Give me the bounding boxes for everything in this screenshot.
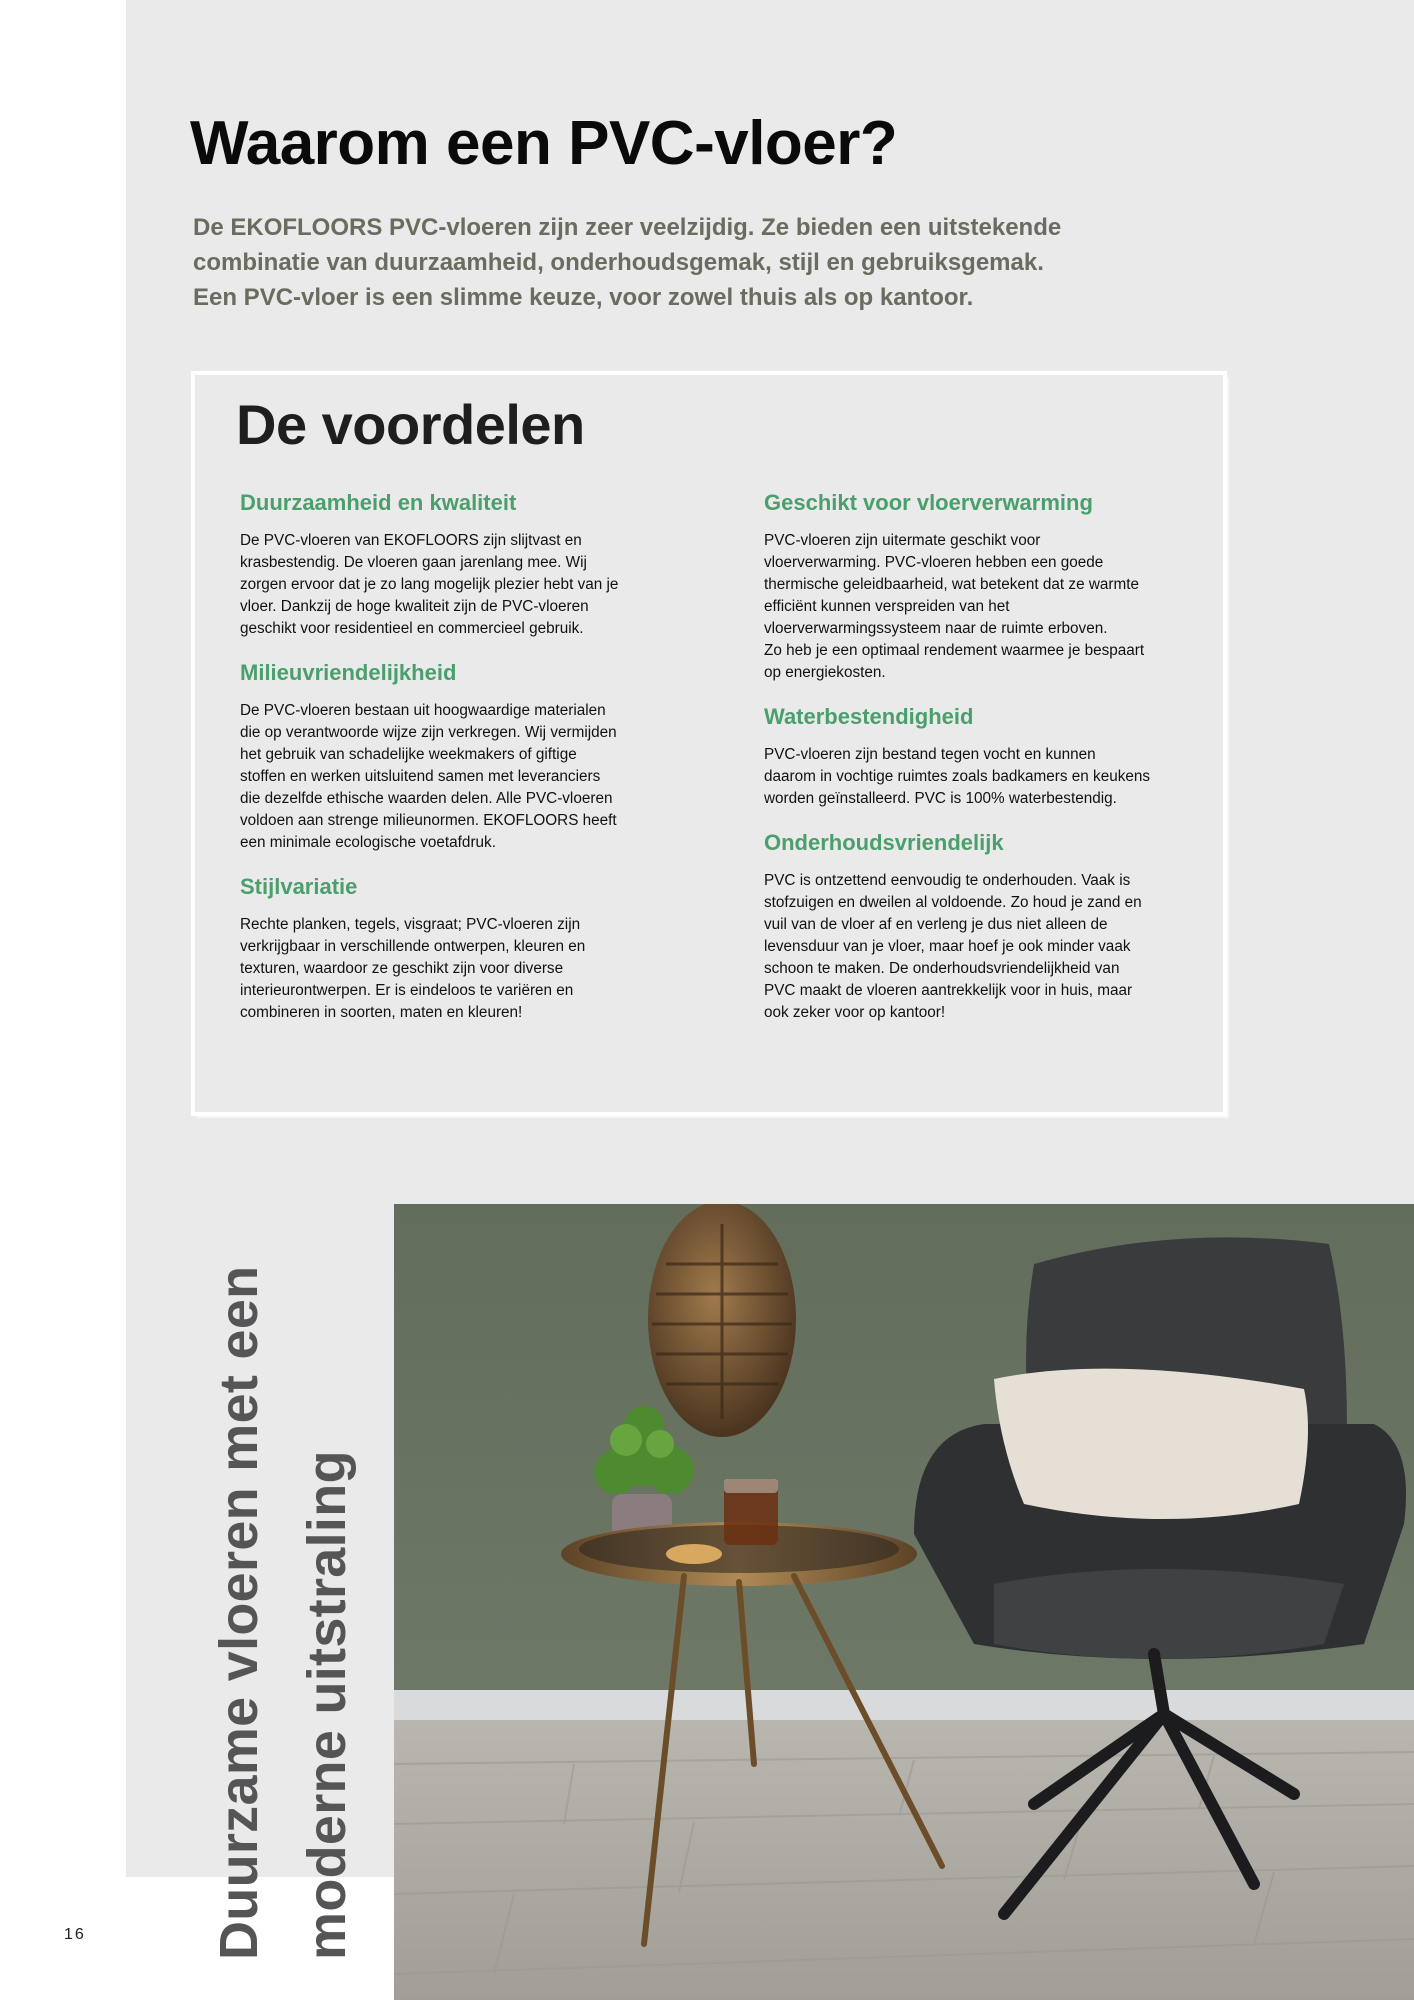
benefits-title: De voordelen [236, 393, 585, 456]
slogan-vertical [195, 1266, 371, 1960]
cushion [994, 1369, 1308, 1519]
intro-line: combinatie van duurzaamheid, onderhoudsgemak, stijl en gebruiksgemak. [193, 249, 1044, 276]
benefit-text: Rechte planken, tegels, visgraat; PVC-vloeren zijn verkrijgbaar in verschillende ontwerpen, kleuren en texturen, waardoor ze geschikt zijn voor diverse interieurontwerpen. Er is eindeloos te variëren en combineren in soorten, maten en kleuren! [240, 916, 586, 1021]
benefit-eco [240, 660, 660, 854]
benefit-heading: Waterbestendigheid [764, 704, 974, 729]
intro-paragraph [193, 210, 1193, 315]
benefit-heading: Milieuvriendelijkheid [240, 660, 457, 685]
interior-illustration [394, 1204, 1414, 2000]
benefit-text: PVC-vloeren zijn bestand tegen vocht en kunnen daarom in vochtige ruimtes zoals badkamers en keukens worden geïnstalleerd. PVC is 100% waterbestendig. [764, 746, 1151, 807]
benefit-heading: Geschikt voor vloerverwarming [764, 490, 1093, 515]
intro-line: Een PVC-vloer is een slimme keuze, voor zowel thuis als op kantoor. [193, 284, 974, 311]
benefit-heading: Onderhoudsvriendelijk [764, 830, 1004, 855]
benefit-heading: Stijlvariatie [240, 874, 358, 899]
benefit-text: De PVC-vloeren van EKOFLOORS zijn slijtvast en krasbestendig. De vloeren gaan jarenlang mee. Wij zorgen ervoor dat je zo lang mogelijk plezier hebt van je vloer. Dankzij de hoge kwaliteit zijn de PVC-vloeren geschikt voor residentieel en commercieel gebruik. [240, 532, 619, 637]
page-title: Waarom een PVC-vloer? [190, 109, 898, 178]
benefit-floor-heating [764, 490, 1184, 684]
benefit-text: PVC is ontzettend eenvoudig te onderhouden. Vaak is stofzuigen en dweilen al voldoende. Zo houd je zand en vuil van de vloer af en verleng je dus niet alleen de levensduur van je vloer, maar hoef je ook minder vaak schoon te maken. De onderhoudsvriendelijkheid van PVC maakt de vloeren aantrekkelijk voor in huis, maar ook zeker voor op kantoor! [764, 872, 1142, 1021]
benefits-right-column [764, 490, 1184, 1044]
slogan-line: moderne uitstraling [297, 1450, 357, 1960]
benefit-heading: Duurzaamheid en kwaliteit [240, 490, 517, 515]
baseboard [394, 1690, 1414, 1720]
benefit-durability [240, 490, 660, 640]
benefit-text: PVC-vloeren zijn uitermate geschikt voor vloerverwarming. PVC-vloeren hebben een goede thermische geleidbaarheid, wat betekent dat ze warmte efficiënt kunnen verspreiden van het vloerverwarmingssysteem naar de ruimte erboven. Zo heb je een optimaal rendement waarmee je bespaart op energiekosten. [764, 532, 1145, 681]
waffle [666, 1544, 722, 1564]
slogan-line: Duurzame vloeren met een [209, 1265, 269, 1960]
benefit-text: De PVC-vloeren bestaan uit hoogwaardige materialen die op verantwoorde wijze zijn verkregen. Wij vermijden het gebruik van schadelijke weekmakers of giftige stoffen en werken uitsluitend samen met leveranciers die dezelfde ethische waarden delen. Alle PVC-vloeren voldoen aan strenge milieunormen. EKOFLOORS heeft een minimale ecologische voetafdruk. [240, 702, 617, 851]
benefit-maintenance [764, 830, 1184, 1024]
benefit-style [240, 874, 660, 1024]
intro-line: De EKOFLOORS PVC-vloeren zijn zeer veelzijdig. Ze bieden een uitstekende [193, 214, 1062, 241]
benefits-left-column [240, 490, 660, 1044]
interior-photo [394, 1204, 1414, 2000]
benefit-water-resistance [764, 704, 1184, 810]
page-number: 16 [64, 1926, 86, 1943]
